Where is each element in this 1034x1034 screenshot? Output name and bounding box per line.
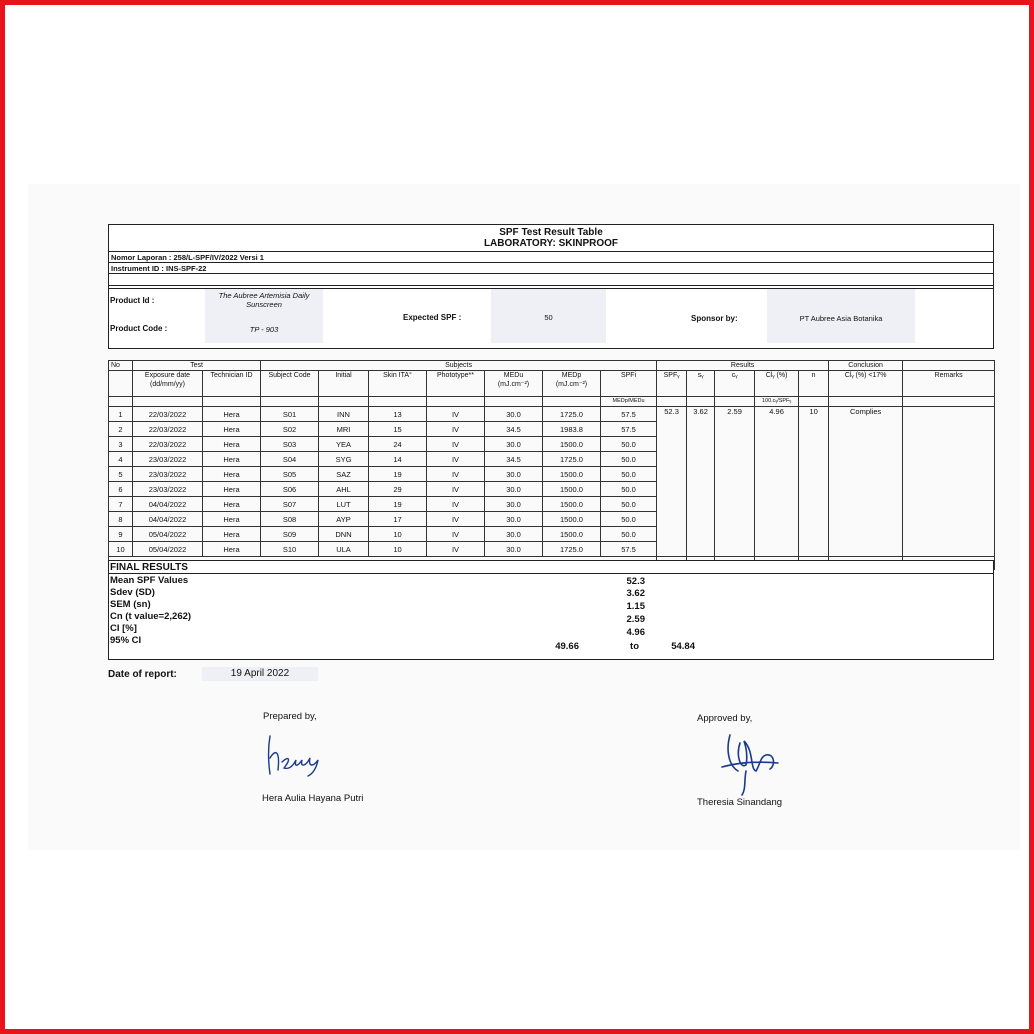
lab-name: LABORATORY: SKINPROOF xyxy=(483,238,619,249)
cell-medu: 30.0 xyxy=(485,467,543,482)
cell-initial: AYP xyxy=(319,512,369,527)
sdev-label: Sdev (SD) xyxy=(110,587,155,598)
cell-spfi: 50.0 xyxy=(601,527,657,542)
cell-spfi: 50.0 xyxy=(601,452,657,467)
cell-result-s-y xyxy=(687,527,715,542)
sub-blank xyxy=(485,397,543,407)
cell-result-c-y xyxy=(715,527,755,542)
cell-conclusion xyxy=(829,527,903,542)
table-row xyxy=(109,482,995,497)
cell-medu: 30.0 xyxy=(485,482,543,497)
cell-date: 22/03/2022 xyxy=(133,422,203,437)
ci95-to: to xyxy=(630,641,639,652)
approved-by-name: Theresia Sinandang xyxy=(697,797,783,808)
approved-by-label: Approved by, xyxy=(697,713,753,724)
table-row xyxy=(109,467,995,482)
cell-ita: 13 xyxy=(369,407,427,422)
cell-remarks xyxy=(903,482,995,497)
cell-medu: 34.5 xyxy=(485,452,543,467)
cell-result-cl-y xyxy=(755,512,799,527)
cell-result-spf-y: 52.3 xyxy=(657,407,687,422)
cell-code: S06 xyxy=(261,482,319,497)
sub-blank xyxy=(799,397,829,407)
expected-spf-value: 50 xyxy=(544,313,553,322)
cell-result-spf-y xyxy=(657,452,687,467)
cell-result-s-y xyxy=(687,422,715,437)
cell-code: S07 xyxy=(261,497,319,512)
mean-label: Mean SPF Values xyxy=(110,575,189,586)
cell-medu: 30.0 xyxy=(485,497,543,512)
cell-result-c-y xyxy=(715,542,755,557)
cell-tech: Hera xyxy=(203,437,261,452)
col-group-test: Test xyxy=(133,361,261,371)
col-no: No xyxy=(109,361,133,371)
col-group-remarks-blank xyxy=(903,361,995,371)
cell-no: 5 xyxy=(109,467,133,482)
col-subject-code: Subject Code xyxy=(261,371,319,397)
prepared-by-label: Prepared by, xyxy=(263,711,317,722)
cell-no: 9 xyxy=(109,527,133,542)
cell-result-c-y xyxy=(715,467,755,482)
cell-result-s-y xyxy=(687,512,715,527)
cell-result-s-y xyxy=(687,482,715,497)
ci95-low: 49.66 xyxy=(555,641,579,652)
cell-tech: Hera xyxy=(203,422,261,437)
col-remarks: Remarks xyxy=(903,371,995,397)
cell-conclusion xyxy=(829,497,903,512)
cell-ita: 10 xyxy=(369,527,427,542)
prepared-signature-icon xyxy=(262,730,328,780)
cell-result-cl-y xyxy=(755,482,799,497)
nomor-laporan: Nomor Laporan : 258/L-SPF/IV/2022 Versi 1 xyxy=(109,252,993,263)
col-spf-y: SPFᵧ xyxy=(657,371,687,397)
cell-result-n xyxy=(799,512,829,527)
sub-blank xyxy=(427,397,485,407)
cell-conclusion xyxy=(829,437,903,452)
cell-result-c-y xyxy=(715,422,755,437)
cell-date: 23/03/2022 xyxy=(133,467,203,482)
cell-result-c-y: 2.59 xyxy=(715,407,755,422)
cell-date: 04/04/2022 xyxy=(133,497,203,512)
blank-line xyxy=(109,274,993,286)
cell-initial: ULA xyxy=(319,542,369,557)
medp-unit: (mJ.cm⁻²) xyxy=(555,381,588,388)
cell-initial: MRI xyxy=(319,422,369,437)
product-info xyxy=(109,288,993,344)
ci-label: CI [%] xyxy=(110,623,137,634)
cell-conclusion xyxy=(829,422,903,437)
cell-medp: 1983.8 xyxy=(543,422,601,437)
final-results-title: FINAL RESULTS xyxy=(109,561,993,574)
medp-label: MEDp xyxy=(561,372,582,379)
cell-photo: IV xyxy=(427,437,485,452)
sub-blank xyxy=(319,397,369,407)
product-id-value: The Aubree Artemisia Daily Sunscreen xyxy=(218,291,310,309)
cell-photo: IV xyxy=(427,467,485,482)
cell-result-c-y xyxy=(715,482,755,497)
cell-date: 22/03/2022 xyxy=(133,437,203,452)
cell-medp: 1500.0 xyxy=(543,527,601,542)
cell-result-c-y xyxy=(715,512,755,527)
cell-photo: IV xyxy=(427,512,485,527)
table-row xyxy=(109,497,995,512)
sem-label: SEM (sn) xyxy=(110,599,151,610)
cell-result-c-y xyxy=(715,437,755,452)
sub-blank xyxy=(687,397,715,407)
cell-date: 05/04/2022 xyxy=(133,527,203,542)
report-header-box xyxy=(108,224,994,349)
cell-result-cl-y xyxy=(755,422,799,437)
cell-medu: 30.0 xyxy=(485,512,543,527)
results-rows xyxy=(109,407,995,570)
cell-result-spf-y xyxy=(657,527,687,542)
cell-photo: IV xyxy=(427,407,485,422)
ci95-high: 54.84 xyxy=(671,641,695,652)
cell-result-cl-y xyxy=(755,437,799,452)
col-technician: Technician ID xyxy=(203,371,261,397)
cell-no: 6 xyxy=(109,482,133,497)
cell-no: 1 xyxy=(109,407,133,422)
cell-result-spf-y xyxy=(657,497,687,512)
expected-spf-label: Expected SPF : xyxy=(403,313,462,322)
cell-tech: Hera xyxy=(203,467,261,482)
table-row xyxy=(109,437,995,452)
col-group-results: Results xyxy=(657,361,829,371)
medu-unit: (mJ.cm⁻²) xyxy=(497,381,530,388)
final-results xyxy=(108,560,994,660)
cell-remarks xyxy=(903,512,995,527)
sub-blank xyxy=(133,397,203,407)
cell-code: S09 xyxy=(261,527,319,542)
product-code-value: TP - 903 xyxy=(249,325,279,334)
cell-remarks xyxy=(903,452,995,467)
sub-blank xyxy=(657,397,687,407)
col-medp xyxy=(543,371,601,397)
cell-result-n xyxy=(799,422,829,437)
cell-initial: DNN xyxy=(319,527,369,542)
spf-report-sheet xyxy=(108,224,994,652)
cell-remarks xyxy=(903,407,995,422)
cell-result-cl-y xyxy=(755,527,799,542)
cell-date: 05/04/2022 xyxy=(133,542,203,557)
cell-spfi: 57.5 xyxy=(601,422,657,437)
cell-no: 8 xyxy=(109,512,133,527)
cell-photo: IV xyxy=(427,452,485,467)
cell-medp: 1725.0 xyxy=(543,407,601,422)
cell-remarks xyxy=(903,422,995,437)
cell-spfi: 50.0 xyxy=(601,437,657,452)
cell-remarks xyxy=(903,437,995,452)
cell-date: 04/04/2022 xyxy=(133,512,203,527)
ci95-label: 95% CI xyxy=(110,635,142,646)
cell-result-spf-y xyxy=(657,467,687,482)
medu-label: MEDu xyxy=(503,372,524,379)
table-row xyxy=(109,527,995,542)
cell-medu: 30.0 xyxy=(485,527,543,542)
cell-date: 22/03/2022 xyxy=(133,407,203,422)
cell-no: 10 xyxy=(109,542,133,557)
cell-ita: 17 xyxy=(369,512,427,527)
cell-code: S08 xyxy=(261,512,319,527)
cell-medp: 1500.0 xyxy=(543,437,601,452)
cell-code: S05 xyxy=(261,467,319,482)
cell-no: 2 xyxy=(109,422,133,437)
cell-result-n xyxy=(799,452,829,467)
cell-tech: Hera xyxy=(203,527,261,542)
cell-medu: 30.0 xyxy=(485,437,543,452)
cell-result-spf-y xyxy=(657,422,687,437)
col-group-conclusion: Conclusion xyxy=(829,361,903,371)
col-c-y: cᵧ xyxy=(715,371,755,397)
cell-medu: 34.5 xyxy=(485,422,543,437)
cell-result-cl-y xyxy=(755,542,799,557)
cell-date: 23/03/2022 xyxy=(133,452,203,467)
cell-medp: 1500.0 xyxy=(543,497,601,512)
cell-result-s-y xyxy=(687,452,715,467)
cell-tech: Hera xyxy=(203,407,261,422)
cell-medp: 1500.0 xyxy=(543,467,601,482)
col-phototype: Phototype** xyxy=(427,371,485,397)
cell-code: S04 xyxy=(261,452,319,467)
instrument-id: Instrument ID : INS-SPF-22 xyxy=(109,263,993,274)
cell-spfi: 50.0 xyxy=(601,482,657,497)
col-n: n xyxy=(799,371,829,397)
approved-signature-icon xyxy=(716,725,786,799)
cell-spfi: 50.0 xyxy=(601,512,657,527)
cell-date: 23/03/2022 xyxy=(133,482,203,497)
table-row xyxy=(109,422,995,437)
cell-spfi: 57.5 xyxy=(601,407,657,422)
cell-medp: 1500.0 xyxy=(543,482,601,497)
cell-medp: 1725.0 xyxy=(543,452,601,467)
cell-tech: Hera xyxy=(203,542,261,557)
cn-value: 2.59 xyxy=(626,614,645,625)
cell-conclusion xyxy=(829,467,903,482)
cell-code: S03 xyxy=(261,437,319,452)
col-cl-check: Clᵧ (%) <17% xyxy=(829,371,903,397)
cell-result-n xyxy=(799,467,829,482)
cell-result-n xyxy=(799,527,829,542)
cell-conclusion xyxy=(829,452,903,467)
sub-blank xyxy=(903,397,995,407)
table-row xyxy=(109,407,995,422)
cell-tech: Hera xyxy=(203,452,261,467)
col-spfi: SPFi xyxy=(601,371,657,397)
sdev-value: 3.62 xyxy=(626,588,645,599)
cell-ita: 19 xyxy=(369,467,427,482)
sub-blank xyxy=(261,397,319,407)
cell-medu: 30.0 xyxy=(485,407,543,422)
sub-blank xyxy=(203,397,261,407)
cell-result-s-y: 3.62 xyxy=(687,407,715,422)
cell-initial: INN xyxy=(319,407,369,422)
col-exposure-date: Exposure date (dd/mm/yy) xyxy=(133,371,203,397)
report-title: SPF Test Result Table xyxy=(499,227,603,238)
cell-ita: 14 xyxy=(369,452,427,467)
cell-photo: IV xyxy=(427,497,485,512)
cell-tech: Hera xyxy=(203,497,261,512)
cell-result-cl-y xyxy=(755,452,799,467)
cell-initial: LUT xyxy=(319,497,369,512)
cell-result-n xyxy=(799,497,829,512)
cell-initial: SAZ xyxy=(319,467,369,482)
cell-remarks xyxy=(903,527,995,542)
sub-blank xyxy=(715,397,755,407)
product-id-label: Product Id : xyxy=(110,296,155,305)
cell-code: S10 xyxy=(261,542,319,557)
spfi-formula: MEDp/MEDu xyxy=(601,397,657,407)
cell-result-s-y xyxy=(687,542,715,557)
cell-remarks xyxy=(903,542,995,557)
cell-photo: IV xyxy=(427,542,485,557)
cell-photo: IV xyxy=(427,422,485,437)
cell-result-n xyxy=(799,482,829,497)
cell-spfi: 50.0 xyxy=(601,497,657,512)
cell-photo: IV xyxy=(427,527,485,542)
cell-result-s-y xyxy=(687,437,715,452)
sub-blank xyxy=(829,397,903,407)
col-cl-y: Clᵧ (%) xyxy=(755,371,799,397)
cell-medu: 30.0 xyxy=(485,542,543,557)
cell-result-spf-y xyxy=(657,482,687,497)
cell-conclusion: Complies xyxy=(829,407,903,422)
table-row xyxy=(109,512,995,527)
sub-blank xyxy=(543,397,601,407)
cell-ita: 10 xyxy=(369,542,427,557)
cell-result-s-y xyxy=(687,467,715,482)
cell-conclusion xyxy=(829,512,903,527)
cell-result-spf-y xyxy=(657,542,687,557)
cell-result-cl-y xyxy=(755,467,799,482)
cell-result-cl-y: 4.96 xyxy=(755,407,799,422)
sub-blank xyxy=(109,397,133,407)
date-of-report-label: Date of report: xyxy=(108,669,177,680)
cell-ita: 15 xyxy=(369,422,427,437)
cell-result-c-y xyxy=(715,497,755,512)
cell-remarks xyxy=(903,497,995,512)
col-initial: Initial xyxy=(319,371,369,397)
ci-value: 4.96 xyxy=(626,627,645,638)
cell-code: S01 xyxy=(261,407,319,422)
cell-ita: 19 xyxy=(369,497,427,512)
cell-spfi: 57.5 xyxy=(601,542,657,557)
cell-initial: SYG xyxy=(319,452,369,467)
sponsor-label: Sponsor by: xyxy=(691,314,738,323)
cell-spfi: 50.0 xyxy=(601,467,657,482)
cell-tech: Hera xyxy=(203,512,261,527)
cell-initial: YEA xyxy=(319,437,369,452)
sem-value: 1.15 xyxy=(626,601,645,612)
col-s-y: sᵧ xyxy=(687,371,715,397)
table-row xyxy=(109,452,995,467)
col-group-subjects: Subjects xyxy=(261,361,657,371)
cell-result-spf-y xyxy=(657,512,687,527)
cell-code: S02 xyxy=(261,422,319,437)
cell-ita: 24 xyxy=(369,437,427,452)
cell-medp: 1500.0 xyxy=(543,512,601,527)
cell-remarks xyxy=(903,467,995,482)
cl-formula: 100.cᵧ/SPFᵧ xyxy=(755,397,799,407)
cell-conclusion xyxy=(829,542,903,557)
col-medu xyxy=(485,371,543,397)
cell-result-n xyxy=(799,437,829,452)
sponsor-value: PT Aubree Asia Botanika xyxy=(799,314,883,323)
cell-no: 3 xyxy=(109,437,133,452)
prepared-by-name: Hera Aulia Hayana Putri xyxy=(262,793,364,804)
cn-label: Cn (t value=2,262) xyxy=(110,611,192,622)
col-no-blank xyxy=(109,371,133,397)
cell-result-s-y xyxy=(687,497,715,512)
cell-result-n: 10 xyxy=(799,407,829,422)
cell-result-n xyxy=(799,542,829,557)
results-table xyxy=(108,360,995,570)
cell-conclusion xyxy=(829,482,903,497)
product-code-label: Product Code : xyxy=(110,324,168,333)
col-skin-ita: Skin ITA° xyxy=(369,371,427,397)
cell-medp: 1725.0 xyxy=(543,542,601,557)
cell-no: 4 xyxy=(109,452,133,467)
cell-ita: 29 xyxy=(369,482,427,497)
table-row xyxy=(109,542,995,557)
sub-blank xyxy=(369,397,427,407)
date-of-report-value: 19 April 2022 xyxy=(202,667,318,681)
cell-tech: Hera xyxy=(203,482,261,497)
cell-no: 7 xyxy=(109,497,133,512)
cell-result-spf-y xyxy=(657,437,687,452)
cell-photo: IV xyxy=(427,482,485,497)
cell-initial: AHL xyxy=(319,482,369,497)
cell-result-cl-y xyxy=(755,497,799,512)
report-title-block xyxy=(109,225,993,252)
cell-result-c-y xyxy=(715,452,755,467)
mean-value: 52.3 xyxy=(626,576,645,587)
